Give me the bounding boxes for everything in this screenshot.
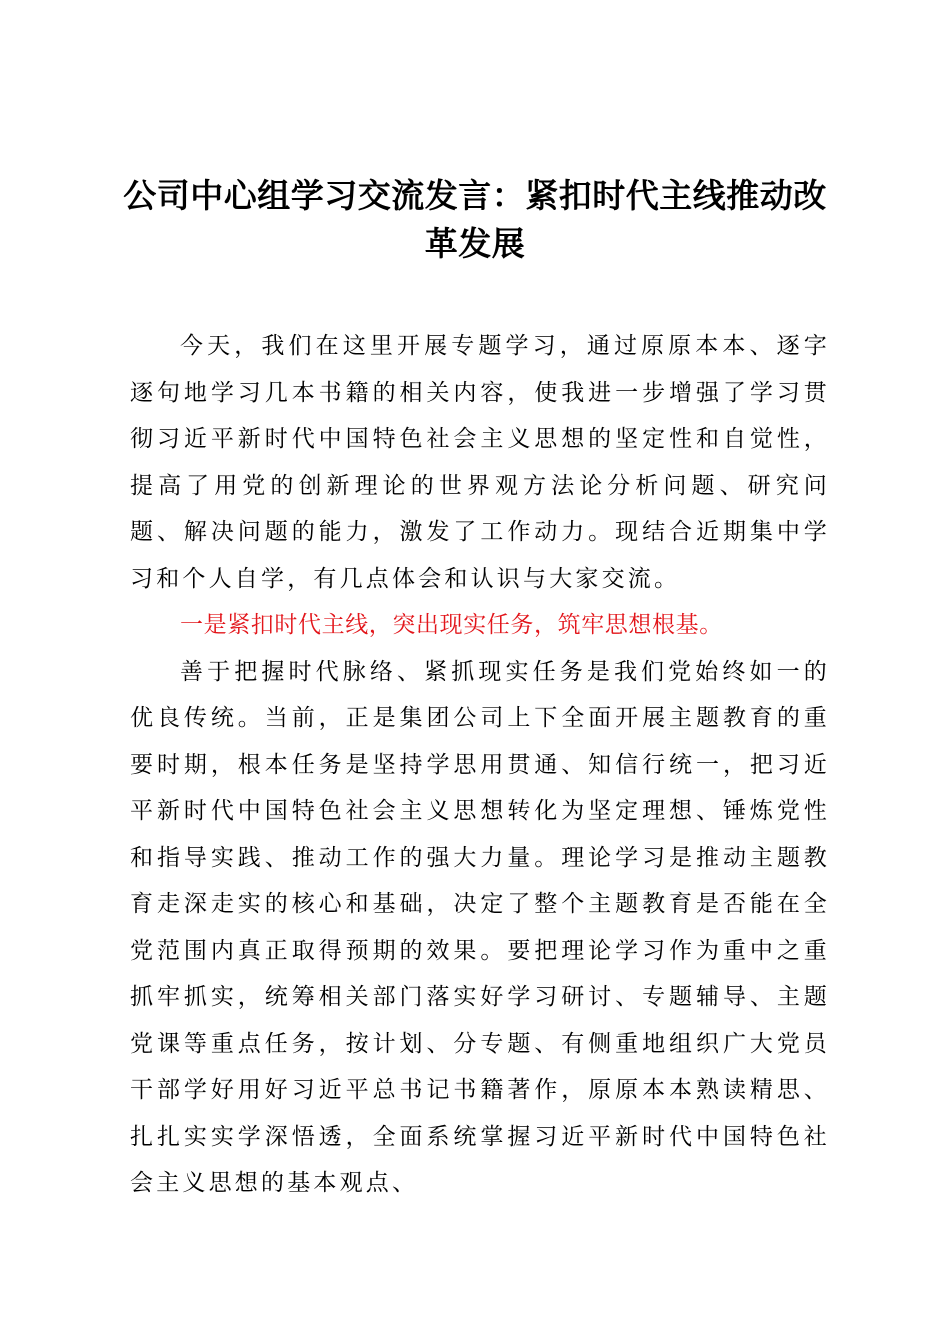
intro-paragraph: 今天，我们在这里开展专题学习，通过原原本本、逐字逐句地学习几本书籍的相关内容，使我进一步增强了学习贯彻习近平新时代中国特色社会主义思想的坚定性和自觉性，提高了用党的创新理论的世界观方法论分析问题、研究问题、解决问题的能力，激发了工作动力。现结合近期集中学习和个人自学，有几点体会和认识与大家交流。	[130, 333, 830, 592]
section-heading: 一是紧扣时代主线，突出现实任务，筑牢思想根基。	[180, 612, 723, 638]
section-paragraph: 善于把握时代脉络、紧抓现实任务是我们党始终如一的优良传统。当前，正是集团公司上下全面开展主题教育的重要时期，根本任务是坚持学思用贯通、知信行统一，把习近平新时代中国特色社会主义思想转化为坚定理想、锤炼党性和指导实践、推动工作的强大力量。理论学习是推动主题教育走深走实的核心和基础，决定了整个主题教育是否能在全党范围内真正取得预期的效果。要把理论学习作为重中之重抓牢抓实，统筹相关部门落实好学习研讨、专题辅导、主题党课等重点任务，按计划、分专题、有侧重地组织广大党员干部学好用好习近平总书记书籍著作，原原本本熟读精思、扎扎实实学深悟透，全面系统掌握习近平新时代中国特色社会主义思想的基本观点、	[130, 658, 830, 1196]
document-body	[130, 323, 830, 1207]
document-title: 公司中心组学习交流发言：紧扣时代主线推动改革发展	[123, 176, 827, 263]
